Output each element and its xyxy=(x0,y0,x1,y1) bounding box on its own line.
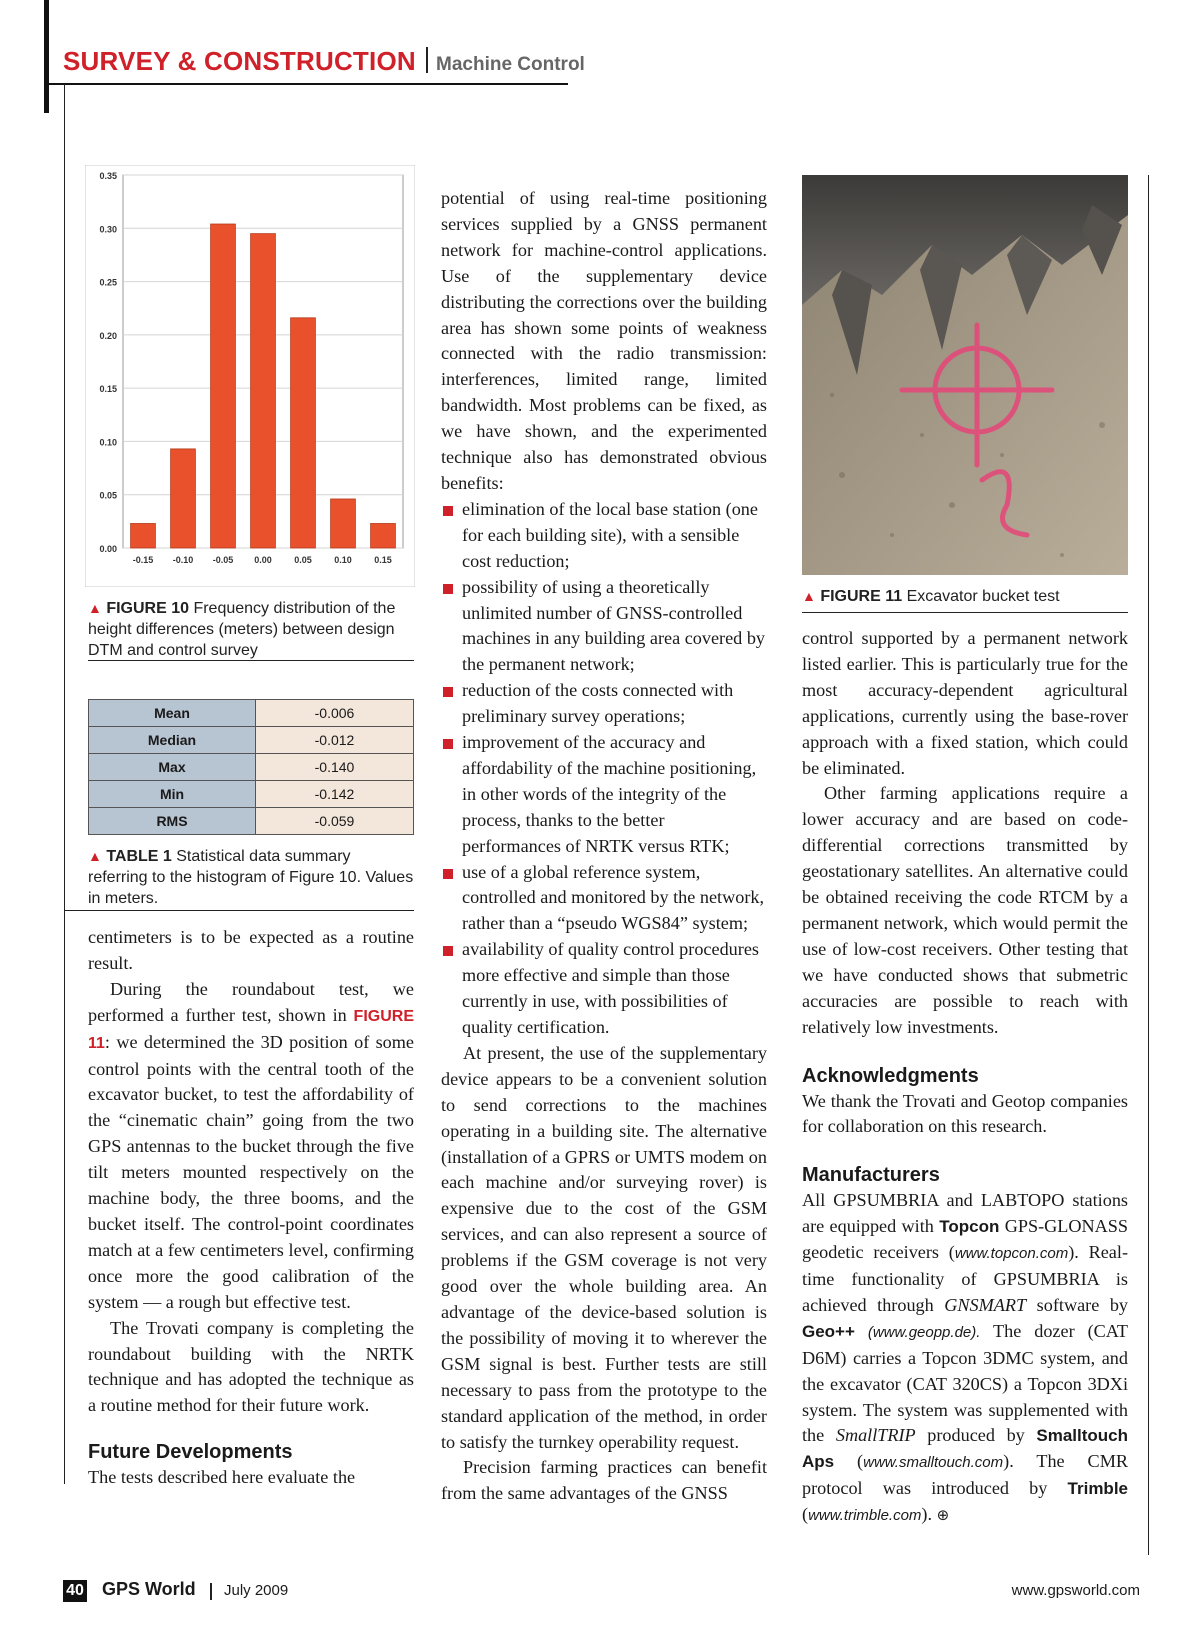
paragraph: potential of using real-time positioning services supplied by a GNSS permanent network for machine-control applications. Use of the supplementary device distributing the corrections over the building area has shown some points of weakness connected with the radio transmission: interferences, limited range, limited bandwidth. Most problems can be fixed, as we have shown, and the experimented technique also has demonstrated obvious benefits: xyxy=(441,188,767,493)
left-column-rule xyxy=(64,84,65,1484)
statistics-table xyxy=(88,699,414,835)
brand-topcon: Topcon xyxy=(939,1217,1000,1237)
stat-value: -0.059 xyxy=(256,808,414,835)
y-tick-label: 0.15 xyxy=(99,384,117,395)
figure-11-reference: FIGURE 11 xyxy=(88,1007,414,1052)
table-row xyxy=(89,781,414,808)
paragraph: Other farming applications require a lower accuracy and are based on code-differential corrections transmitted by geostationary satellites. An alternative could be obtained receiving the code RTCM by a permanent network, which would permit the use of low-cost receivers. Other testing that we have conducted shows that submetric accuracies are possible to reach with relatively low investments. xyxy=(802,783,1128,1037)
issue-date: July 2009 xyxy=(224,1582,289,1599)
table-1-caption xyxy=(88,846,414,909)
product-gnsmart: GNSMART xyxy=(944,1294,1027,1315)
column-2 xyxy=(441,186,767,1507)
y-tick-label: 0.25 xyxy=(99,277,117,288)
list-item: elimination of the local base station (one for each building site), with a sensible cost reduction; xyxy=(441,497,767,575)
website[interactable]: www.gpsworld.com xyxy=(1011,1582,1140,1599)
stat-name: Mean xyxy=(89,700,256,727)
link-geopp[interactable]: (www.geopp.de). xyxy=(867,1323,981,1341)
brand-trimble: Trimble xyxy=(1067,1479,1128,1499)
histogram-bar xyxy=(211,224,236,548)
y-tick-label: 0.00 xyxy=(99,544,117,554)
table-1-text: Statistical data summary referring to the histogram of Figure 10. Values in meters. xyxy=(88,848,414,907)
x-tick-label: 0.05 xyxy=(294,555,312,565)
y-tick-label: 0.05 xyxy=(99,490,117,501)
link-topcon[interactable]: www.topcon.com xyxy=(954,1245,1069,1263)
table-1-label: TABLE 1 xyxy=(106,848,172,865)
y-tick-label: 0.10 xyxy=(99,437,117,448)
column-3 xyxy=(802,626,1128,1529)
figure-10-text: Frequency distribution of the height differences (meters) between design DTM and control survey xyxy=(88,600,396,659)
excavator-bucket-photo xyxy=(802,175,1128,575)
caption-triangle-icon: ▲ xyxy=(802,588,816,604)
list-item: use of a global reference system, controlled and monitored by the network, rather than a “pseudo WGS84” system; xyxy=(441,860,767,938)
figure-11-text: Excavator bucket test xyxy=(906,588,1060,605)
x-tick-label: 0.10 xyxy=(334,555,352,565)
paragraph: control supported by a permanent network listed earlier. This is particularly true for the most accuracy-dependent agricultural applications, currently using the base-rover approach with a fixed station, which could be eliminated. xyxy=(802,628,1128,778)
paragraph: centimeters is to be expected as a routine result. xyxy=(88,927,414,973)
histogram-bar xyxy=(291,318,316,548)
list-item: reduction of the costs connected with preliminary survey operations; xyxy=(441,678,767,730)
table-row xyxy=(89,727,414,754)
caption-rule xyxy=(88,660,414,661)
paragraph: At present, the use of the supplementary device appears to be a convenient solution to send corrections to the machines operating in a building site. The alternative (installation of a GPRS or UMTS modem on each machine and/or surveying rover) is expensive due to the cost of the GSM services, and can also represent a source of problems if the GSM coverage is not very good over the whole building area. An advantage of the device-based solution is the possibility of moving it to wherever the GSM signal is best. Further tests are still necessary to pass from the prototype to the standard application of the method, in order to satisfy the turnkey operability request. xyxy=(441,1042,767,1452)
paragraph: We thank the Trovati and Geotop companies for collaboration on this research. xyxy=(802,1090,1128,1137)
list-item: possibility of using a theoretically unlimited number of GNSS-controlled machines in any building area covered by the permanent network; xyxy=(441,575,767,679)
stat-value: -0.140 xyxy=(256,754,414,781)
page-number: 40 xyxy=(63,1580,87,1602)
link-trimble[interactable]: www.trimble.com xyxy=(808,1507,922,1525)
table-row xyxy=(89,700,414,727)
header-separator xyxy=(426,47,428,73)
stat-value: -0.012 xyxy=(256,727,414,754)
histogram-bar xyxy=(131,523,156,548)
y-tick-label: 0.30 xyxy=(99,224,117,235)
heading-future-developments: Future Developments xyxy=(88,1441,293,1464)
table-row xyxy=(89,808,414,835)
stat-name: RMS xyxy=(89,808,256,835)
brand-smalltouch: Smalltouch Aps xyxy=(802,1426,1128,1472)
paragraph: Precision farming practices can benefit from the same advantages of the GNSS xyxy=(441,1457,767,1504)
column-1 xyxy=(88,925,414,1491)
figure-11-label: FIGURE 11 xyxy=(820,588,903,605)
header-rule xyxy=(48,83,568,85)
table-row xyxy=(89,754,414,781)
histogram-bar xyxy=(171,449,196,548)
link-smalltouch[interactable]: www.smalltouch.com xyxy=(863,1454,1004,1472)
x-tick-label: 0.00 xyxy=(254,555,272,565)
figure-10-label: FIGURE 10 xyxy=(106,600,189,617)
product-smalltrip: SmallTRIP xyxy=(835,1425,916,1446)
paragraph: During the roundabout test, we performed a further test, shown in FIGURE 11: we determined the 3D position of some control points with the central tooth of the excavator bucket, to test the affordability of the “cinematic chain” going from the two GPS antennas to the bucket through the five tilt meters mounted respectively on the machine body, the three booms, and the bucket itself. The control-point coordinates match at a few centimeters level, confirming once more the good calibration of the system — a rough but effective test. xyxy=(88,978,414,1312)
stat-name: Median xyxy=(89,727,256,754)
paragraph: The Trovati company is completing the roundabout building with the NRTK technique and has adopted the technique as a routine method for their future work. xyxy=(88,1317,414,1416)
caption-triangle-icon: ▲ xyxy=(88,600,102,616)
figure-10-caption xyxy=(88,598,418,661)
histogram-bar xyxy=(331,499,356,548)
publication-name: GPS World xyxy=(102,1579,196,1599)
caption-triangle-icon: ▲ xyxy=(88,848,102,864)
heading-manufacturers: Manufacturers xyxy=(802,1164,940,1187)
subsection-title: Machine Control xyxy=(436,54,585,75)
x-tick-label: -0.05 xyxy=(212,555,234,565)
stat-name: Max xyxy=(89,754,256,781)
list-item: improvement of the accuracy and affordability of the machine positioning, in other words of the integrity of the process, thanks to the better performances of NRTK versus RTK; xyxy=(441,730,767,860)
end-mark-globe-icon: ⊕ xyxy=(936,1506,950,1525)
figure-10-histogram xyxy=(85,165,415,587)
benefits-list xyxy=(441,497,767,1041)
histogram-bar xyxy=(251,234,276,548)
caption-rule xyxy=(802,612,1128,613)
footer-separator xyxy=(210,1583,212,1600)
paragraph: The tests described here evaluate the xyxy=(88,1467,356,1488)
header-accent-bar xyxy=(44,0,49,113)
stat-value: -0.006 xyxy=(256,700,414,727)
stat-value: -0.142 xyxy=(256,781,414,808)
right-column-rule xyxy=(1148,175,1149,1555)
figure-11-caption xyxy=(802,586,1132,607)
manufacturers-paragraph: All GPSUMBRIA and LABTOPO stations are equipped with Topcon GPS-GLONASS geodetic receivers (www.topcon.com). Real-time functionality of GPSUMBRIA is achieved through GNSMART software by Geo++ (www.geopp.de). The dozer (CAT D6M) carries a Topcon 3DMC system, and the excavator (CAT 320CS) a Topcon 3DXi system. The system was supplemented with the SmallTRIP produced by Smalltouch Aps (www.smalltouch.com). The CMR protocol was introduced by Trimble (www.trimble.com). ⊕ xyxy=(802,1190,1129,1525)
caption-rule xyxy=(64,910,414,911)
y-tick-label: 0.35 xyxy=(99,171,117,181)
x-tick-label: 0.15 xyxy=(374,555,392,565)
x-tick-label: -0.10 xyxy=(172,555,194,565)
brand-geopp: Geo++ xyxy=(802,1321,855,1341)
x-tick-label: -0.15 xyxy=(132,555,154,565)
heading-acknowledgments: Acknowledgments xyxy=(802,1064,979,1087)
histogram-bar xyxy=(371,523,396,548)
y-tick-label: 0.20 xyxy=(99,330,117,341)
section-title: SURVEY & CONSTRUCTION xyxy=(63,46,416,76)
list-item: availability of quality control procedures more effective and simple than those currently in use, with possibilities of quality certification. xyxy=(441,937,767,1041)
stat-name: Min xyxy=(89,781,256,808)
